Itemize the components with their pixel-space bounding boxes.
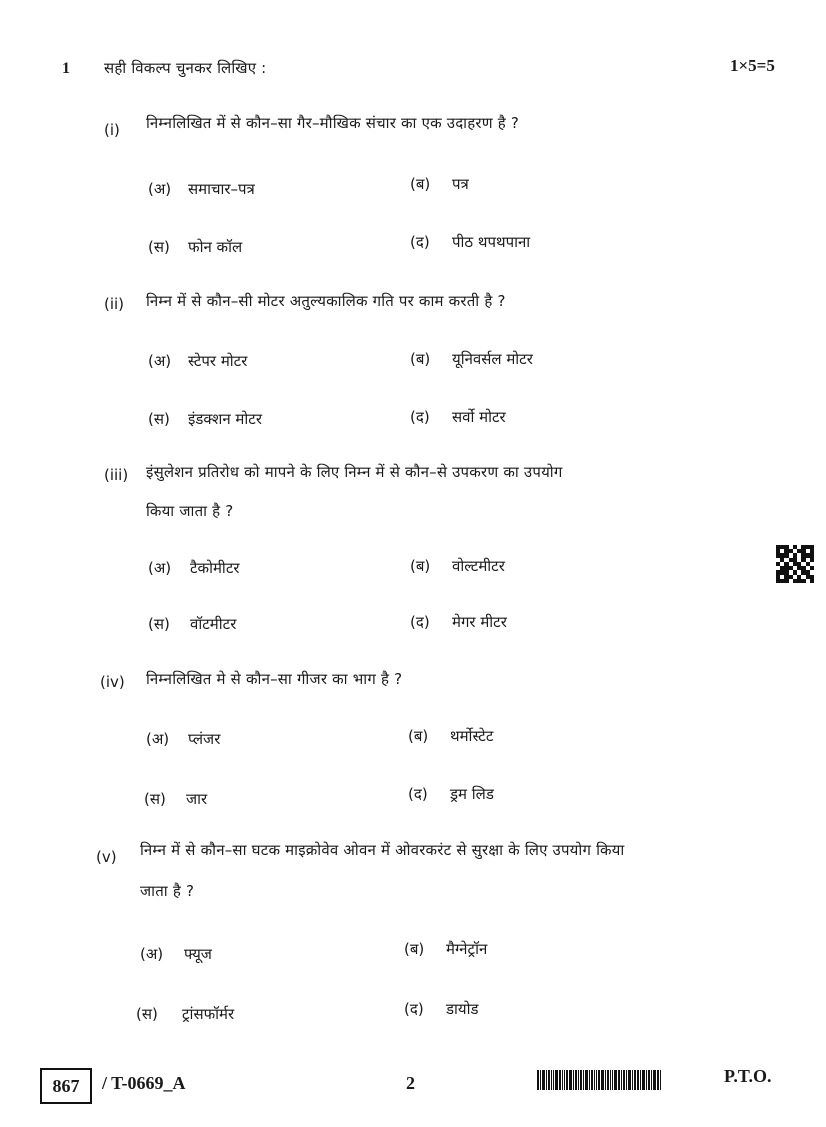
section-instruction: सही विकल्प चुनकर लिखिए : [104,59,267,77]
paper-code: / T-0669_A [102,1073,186,1093]
question-number: (iii) [104,466,129,484]
option-text: प्लंजर [188,730,221,748]
question-text: जाता है ? [140,882,195,900]
page-code: 867 [52,1075,80,1096]
question-text: इंसुलेशन प्रतिरोध को मापने के लिए निम्न में से कौन–से उपकरण का उपयोग [146,463,563,481]
option-label: (स) [136,1005,158,1023]
option-label: (द) [404,1000,424,1018]
option-label: (ब) [410,175,431,193]
option-label: (अ) [140,945,164,963]
option-text: इंडक्शन मोटर [188,410,262,428]
option-text: वॉटमीटर [190,615,237,633]
question-text: निम्न में से कौन–सी मोटर अतुल्यकालिक गति पर काम करती है ? [146,292,506,310]
option-text: फ्यूज [184,945,212,963]
option-text: पत्र [452,175,469,193]
option-text: टैकोमीटर [190,559,240,577]
option-text: सर्वो मोटर [452,408,506,426]
option-label: (ब) [410,557,431,575]
option-text: स्टेपर मोटर [188,352,248,370]
option-label: (ब) [410,350,431,368]
option-label: (ब) [404,940,425,958]
option-label: (द) [408,785,428,803]
option-label: (द) [410,613,430,631]
question-text: निम्नलिखित मे से कौन–सा गीजर का भाग है ? [146,670,403,688]
qr-code-icon [776,545,814,583]
option-text: ट्रांसफॉर्मर [182,1005,235,1023]
option-text: पीठ थपथपाना [452,233,531,251]
option-label: (अ) [148,352,172,370]
question-number: (ii) [104,295,125,313]
option-label: (स) [148,238,170,256]
option-label: (अ) [146,730,170,748]
question-number: (iv) [100,673,125,691]
option-label: (अ) [148,559,172,577]
question-number: (i) [104,121,120,139]
option-label: (द) [410,408,430,426]
option-label: (द) [410,233,430,251]
option-label: (स) [148,410,170,428]
section-marks: 1×5=5 [730,56,775,75]
option-label: (स) [144,790,166,808]
option-text: जार [186,790,208,808]
option-text: थर्मोस्टेट [450,727,494,745]
option-text: मैग्नेट्रॉन [446,940,488,958]
option-text: फोन कॉल [188,238,243,256]
option-label: (ब) [408,727,429,745]
barcode-icon [537,1070,713,1090]
option-text: ड्रम लिड [450,785,494,803]
question-text: निम्नलिखित में से कौन–सा गैर–मौखिक संचार का एक उदाहरण है ? [146,114,520,132]
section-number: 1 [62,60,70,77]
pto-label: P.T.O. [724,1066,772,1086]
page-number: 2 [406,1073,415,1093]
question-text: निम्न में से कौन–सा घटक माइक्रोवेव ओवन में ओवरकरंट से सुरक्षा के लिए उपयोग किया [140,841,625,859]
option-label: (अ) [148,180,172,198]
option-text: वोल्टमीटर [452,557,505,575]
option-text: मेगर मीटर [452,613,507,631]
option-text: यूनिवर्सल मोटर [452,350,533,368]
option-label: (स) [148,615,170,633]
page-code-box [40,1068,92,1104]
question-text: किया जाता है ? [146,502,234,520]
question-number: (v) [96,848,117,866]
option-text: डायोड [446,1000,479,1018]
option-text: समाचार–पत्र [188,180,255,198]
